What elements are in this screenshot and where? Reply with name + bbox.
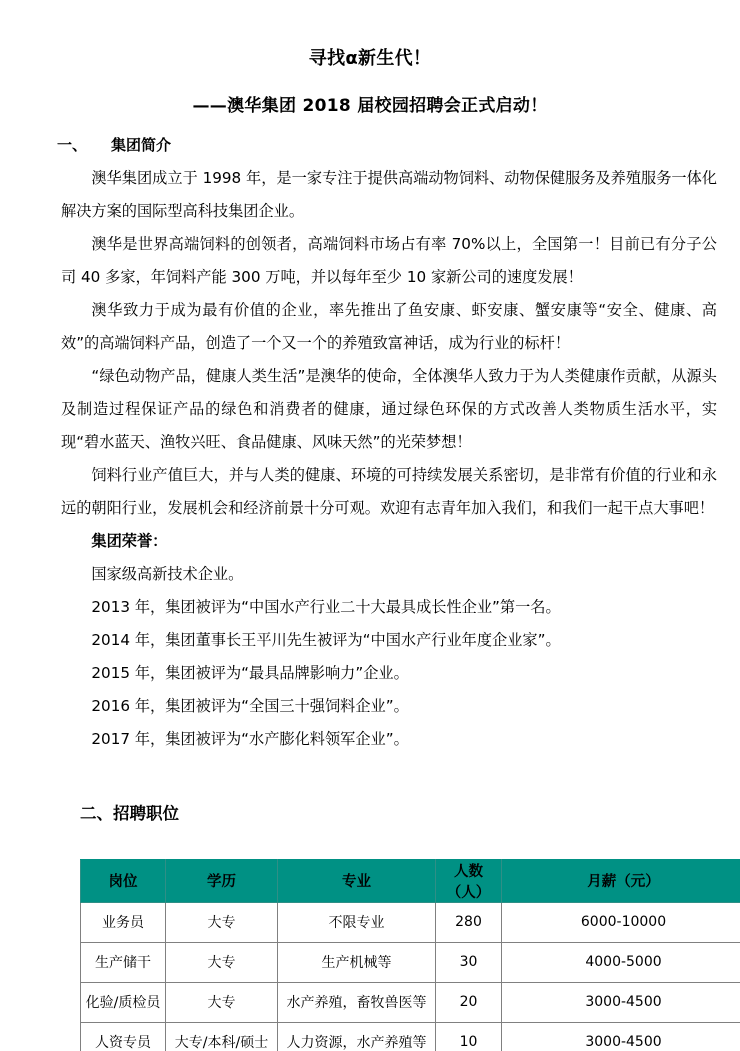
jobs-table-body: [81, 902, 740, 1051]
table-row: [81, 942, 740, 982]
jobs-table-wrapper: [23, 824, 717, 1051]
honor-item-1: 国家级高新技术企业。: [91, 564, 244, 583]
page-subtitle: ——澳华集团 2018 届校园招聘会正式启动！: [192, 95, 548, 116]
page-title: 寻找α新生代！: [308, 48, 432, 69]
honor-item-4: 2015 年，集团被评为“最具品牌影响力”企业。: [91, 663, 409, 682]
cell-major: 人力资源，水产养殖等: [278, 1022, 436, 1051]
table-row: [81, 982, 740, 1022]
cell-salary: 3000-4500: [502, 982, 740, 1022]
section-1-heading: [23, 116, 717, 154]
honor-item-5: 2016 年，集团被评为“全国三十强饲料企业”。: [91, 696, 409, 715]
cell-education: 大专/本科/硕士: [166, 1022, 278, 1051]
cell-salary: 4000-5000: [502, 942, 740, 982]
honor-item-3: 2014 年，集团董事长王平川先生被评为“中国水产行业年度企业家”。: [91, 630, 561, 649]
honor-item-6: 2017 年，集团被评为“水产膨化料领军企业”。: [91, 729, 409, 748]
cell-major: 不限专业: [278, 902, 436, 942]
section-1-label: 集团简介: [111, 135, 172, 154]
table-row: [81, 902, 740, 942]
paragraph-intro-5: 饲料行业产值巨大，并与人类的健康、环境的可持续发展关系密切，是非常有价值的行业和永远的朝阳行业，发展机会和经济前景十分可观。欢迎有志青年加入我们，和我们一起干点大事吧！: [61, 465, 717, 517]
cell-salary: 6000-10000: [502, 902, 740, 942]
cell-major: 生产机械等: [278, 942, 436, 982]
cell-education: 大专: [166, 982, 278, 1022]
cell-headcount: 30: [436, 942, 502, 982]
section-1-number: 一、: [57, 135, 88, 154]
jobs-table-head: [81, 859, 740, 902]
cell-headcount: 10: [436, 1022, 502, 1051]
cell-position: 人资专员: [81, 1022, 166, 1051]
column-header-position: 岗位: [81, 859, 166, 902]
paragraph-intro-3: 澳华致力于成为最有价值的企业，率先推出了鱼安康、虾安康、蟹安康等“安全、健康、高效”的高端饲料产品，创造了一个又一个的养殖致富神话，成为行业的标杆！: [61, 300, 717, 352]
paragraph-intro-2: 澳华是世界高端饲料的创领者，高端饲料市场占有率 70%以上，全国第一！目前已有分子公司 40 多家，年饲料产能 300 万吨，并以每年至少 10 家新公司的速度发展！: [61, 234, 717, 286]
honors-heading: 集团荣誉：: [91, 531, 168, 550]
cell-salary: 3000-4500: [502, 1022, 740, 1051]
jobs-table: [80, 859, 740, 1051]
cell-education: 大专: [166, 902, 278, 942]
table-row: [81, 1022, 740, 1051]
cell-headcount: 20: [436, 982, 502, 1022]
section-2-heading: 二、招聘职位: [80, 803, 179, 823]
cell-major: 水产养殖，畜牧兽医等: [278, 982, 436, 1022]
cell-education: 大专: [166, 942, 278, 982]
paragraph-intro-1: 澳华集团成立于 1998 年，是一家专注于提供高端动物饲料、动物保健服务及养殖服务一体化解决方案的国际型高科技集团企业。: [61, 168, 717, 220]
cell-position: 化验/质检员: [81, 982, 166, 1022]
paragraph-intro-4: “绿色动物产品，健康人类生活”是澳华的使命，全体澳华人致力于为人类健康作贡献，从源头及制造过程保证产品的绿色和消费者的健康，通过绿色环保的方式改善人类物质生活水平，实现“碧水蓝天、渔牧兴旺、食品健康、风味天然”的光荣梦想！: [61, 366, 717, 451]
honor-item-2: 2013 年，集团被评为“中国水产行业二十大最具成长性企业”第一名。: [91, 597, 561, 616]
column-header-headcount: 人数（人）: [436, 859, 502, 902]
table-header-row: [81, 859, 740, 902]
column-header-education: 学历: [166, 859, 278, 902]
cell-position: 生产储干: [81, 942, 166, 982]
cell-position: 业务员: [81, 902, 166, 942]
column-header-salary: 月薪（元）: [502, 859, 740, 902]
cell-headcount: 280: [436, 902, 502, 942]
column-header-major: 专业: [278, 859, 436, 902]
